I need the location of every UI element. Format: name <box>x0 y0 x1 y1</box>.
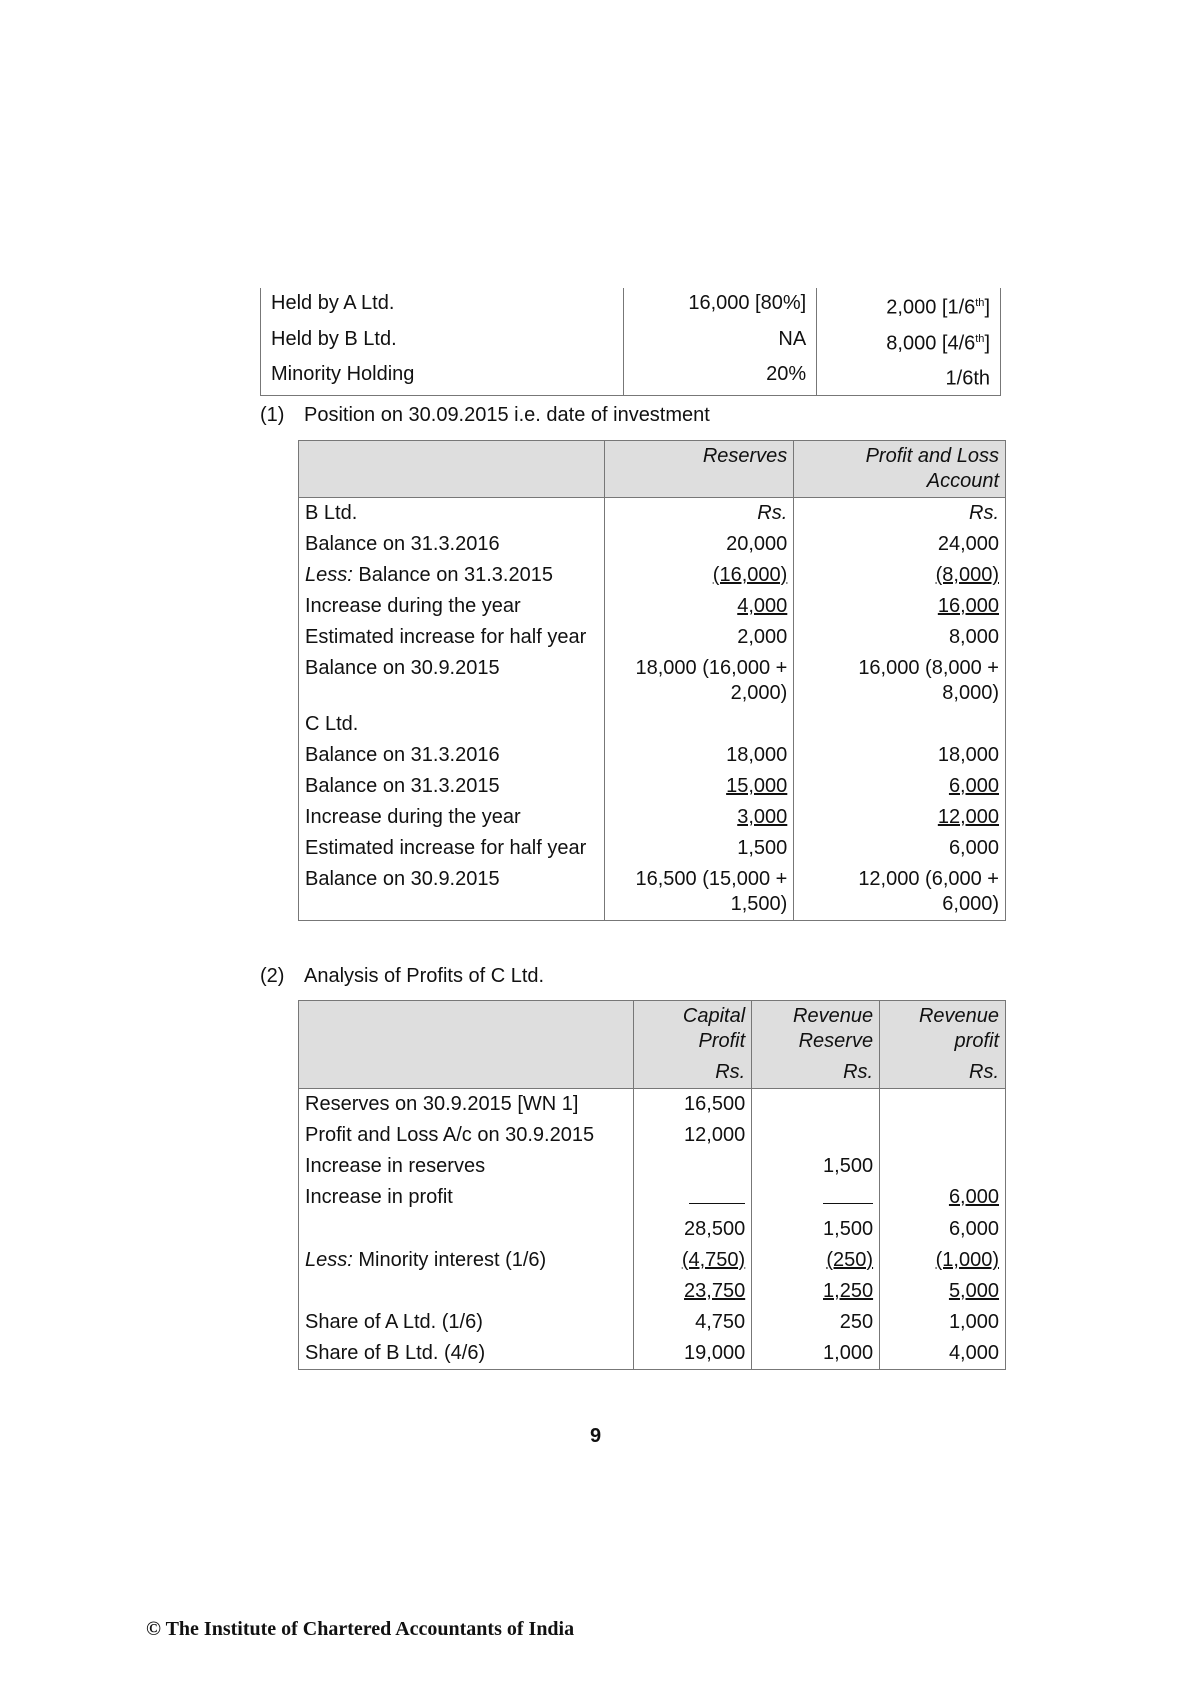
holding-c: 1/6th <box>817 359 1001 395</box>
row-label: Increase during the year <box>299 802 605 833</box>
header-reserves: Reserves <box>604 441 794 498</box>
header-revenue-profit: Revenue profit <box>880 1001 1006 1058</box>
row-label <box>299 1214 634 1245</box>
table-header-row <box>299 1057 1006 1089</box>
table-row <box>261 359 1001 395</box>
holding-label: Held by A Ltd. <box>261 288 624 324</box>
holding-b: 20% <box>624 359 817 395</box>
reserve-cell <box>752 1182 880 1214</box>
row-label: Less: Minority interest (1/6) <box>299 1245 634 1276</box>
table-row <box>299 529 1006 560</box>
row-label: C Ltd. <box>299 709 605 740</box>
table-header-row <box>299 1001 1006 1058</box>
profit-cell <box>880 1089 1006 1121</box>
reserves-cell: Rs. <box>604 498 794 530</box>
capital-cell: 23,750 <box>634 1276 752 1307</box>
table-row <box>261 324 1001 360</box>
profit-cell <box>794 709 1006 740</box>
table-row <box>299 560 1006 591</box>
table-row <box>299 1307 1006 1338</box>
profit-cell: 5,000 <box>880 1276 1006 1307</box>
reserves-cell: 18,000 (16,000 + 2,000) <box>604 653 794 709</box>
profit-cell <box>880 1151 1006 1182</box>
reserves-cell <box>604 709 794 740</box>
profit-cell: 6,000 <box>880 1214 1006 1245</box>
profit-cell <box>880 1120 1006 1151</box>
capital-cell: 28,500 <box>634 1214 752 1245</box>
table-row <box>299 591 1006 622</box>
header-profit-loss: Profit and Loss Account <box>794 441 1006 498</box>
profit-cell: 12,000 (6,000 + 6,000) <box>794 864 1006 921</box>
header-unit: Rs. <box>880 1057 1006 1089</box>
capital-cell <box>634 1151 752 1182</box>
footer-copyright: © The Institute of Chartered Accountants of India <box>146 1618 575 1640</box>
header-unit: Rs. <box>634 1057 752 1089</box>
holding-label: Held by B Ltd. <box>261 324 624 360</box>
table-header-row <box>299 441 1006 498</box>
section-2-number: (2) <box>260 965 285 987</box>
table-row <box>299 1338 1006 1370</box>
header-unit: Rs. <box>752 1057 880 1089</box>
row-label: Increase in reserves <box>299 1151 634 1182</box>
row-label: Share of A Ltd. (1/6) <box>299 1307 634 1338</box>
capital-cell <box>634 1182 752 1214</box>
reserve-cell: 250 <box>752 1307 880 1338</box>
row-label: Balance on 30.9.2015 <box>299 653 605 709</box>
profit-cell: (1,000) <box>880 1245 1006 1276</box>
table-row <box>299 1276 1006 1307</box>
table-row <box>299 1089 1006 1121</box>
reserve-cell <box>752 1120 880 1151</box>
capital-cell: 19,000 <box>634 1338 752 1370</box>
table-row <box>299 802 1006 833</box>
row-label: Reserves on 30.9.2015 [WN 1] <box>299 1089 634 1121</box>
table-row <box>299 622 1006 653</box>
reserves-cell: 3,000 <box>604 802 794 833</box>
profit-cell: 6,000 <box>794 833 1006 864</box>
table-row <box>299 709 1006 740</box>
table-row <box>299 1214 1006 1245</box>
reserves-cell: 15,000 <box>604 771 794 802</box>
reserves-cell: 2,000 <box>604 622 794 653</box>
position-table <box>298 440 1006 921</box>
row-label: Estimated increase for half year <box>299 622 605 653</box>
total-line <box>823 1185 873 1204</box>
profit-cell: Rs. <box>794 498 1006 530</box>
reserve-cell: 1,500 <box>752 1214 880 1245</box>
row-label: Estimated increase for half year <box>299 833 605 864</box>
row-label: Balance on 30.9.2015 <box>299 864 605 921</box>
header-blank <box>299 1001 634 1058</box>
table-row <box>299 1245 1006 1276</box>
row-label: Increase during the year <box>299 591 605 622</box>
table-row <box>299 1120 1006 1151</box>
holding-label: Minority Holding <box>261 359 624 395</box>
row-label <box>299 1276 634 1307</box>
profit-cell: (8,000) <box>794 560 1006 591</box>
total-line <box>689 1185 745 1204</box>
profit-cell: 16,000 <box>794 591 1006 622</box>
table-row <box>299 498 1006 530</box>
table-row <box>299 1182 1006 1214</box>
header-revenue-reserve: Revenue Reserve <box>752 1001 880 1058</box>
holding-b: 16,000 [80%] <box>624 288 817 324</box>
capital-cell: 4,750 <box>634 1307 752 1338</box>
table-row <box>299 771 1006 802</box>
reserves-cell: 4,000 <box>604 591 794 622</box>
profit-cell: 1,000 <box>880 1307 1006 1338</box>
reserves-cell: (16,000) <box>604 560 794 591</box>
section-2-title: Analysis of Profits of C Ltd. <box>304 965 545 987</box>
table-row <box>299 864 1006 921</box>
capital-cell: 12,000 <box>634 1120 752 1151</box>
holdings-table <box>260 288 1001 396</box>
row-label: Increase in profit <box>299 1182 634 1214</box>
profit-cell: 8,000 <box>794 622 1006 653</box>
reserve-cell: (250) <box>752 1245 880 1276</box>
row-label: Profit and Loss A/c on 30.9.2015 <box>299 1120 634 1151</box>
section-1-number: (1) <box>260 404 285 426</box>
reserve-cell: 1,500 <box>752 1151 880 1182</box>
profit-cell: 4,000 <box>880 1338 1006 1370</box>
table-row <box>299 740 1006 771</box>
row-label: Balance on 31.3.2016 <box>299 740 605 771</box>
holding-b: NA <box>624 324 817 360</box>
header-capital-profit: Capital Profit <box>634 1001 752 1058</box>
row-label: B Ltd. <box>299 498 605 530</box>
row-label: Share of B Ltd. (4/6) <box>299 1338 634 1370</box>
capital-cell: (4,750) <box>634 1245 752 1276</box>
reserve-cell: 1,000 <box>752 1338 880 1370</box>
table-row <box>261 288 1001 324</box>
reserves-cell: 16,500 (15,000 + 1,500) <box>604 864 794 921</box>
section-1-title: Position on 30.09.2015 i.e. date of investment <box>304 404 710 426</box>
reserve-cell <box>752 1089 880 1121</box>
header-blank <box>299 1057 634 1089</box>
profit-cell: 6,000 <box>794 771 1006 802</box>
profit-cell: 24,000 <box>794 529 1006 560</box>
reserves-cell: 20,000 <box>604 529 794 560</box>
page-number: 9 <box>589 1425 602 1447</box>
analysis-table <box>298 1000 1006 1370</box>
holding-c: 8,000 [4/6th] <box>817 324 1001 360</box>
profit-cell: 18,000 <box>794 740 1006 771</box>
capital-cell: 16,500 <box>634 1089 752 1121</box>
reserves-cell: 1,500 <box>604 833 794 864</box>
holding-c: 2,000 [1/6th] <box>817 288 1001 324</box>
row-label: Balance on 31.3.2015 <box>299 771 605 802</box>
header-blank <box>299 441 605 498</box>
profit-cell: 16,000 (8,000 + 8,000) <box>794 653 1006 709</box>
reserve-cell: 1,250 <box>752 1276 880 1307</box>
table-row <box>299 833 1006 864</box>
reserves-cell: 18,000 <box>604 740 794 771</box>
table-row <box>299 1151 1006 1182</box>
row-label: Balance on 31.3.2016 <box>299 529 605 560</box>
table-row <box>299 653 1006 709</box>
profit-cell: 6,000 <box>880 1182 1006 1214</box>
profit-cell: 12,000 <box>794 802 1006 833</box>
row-label: Less: Balance on 31.3.2015 <box>299 560 605 591</box>
